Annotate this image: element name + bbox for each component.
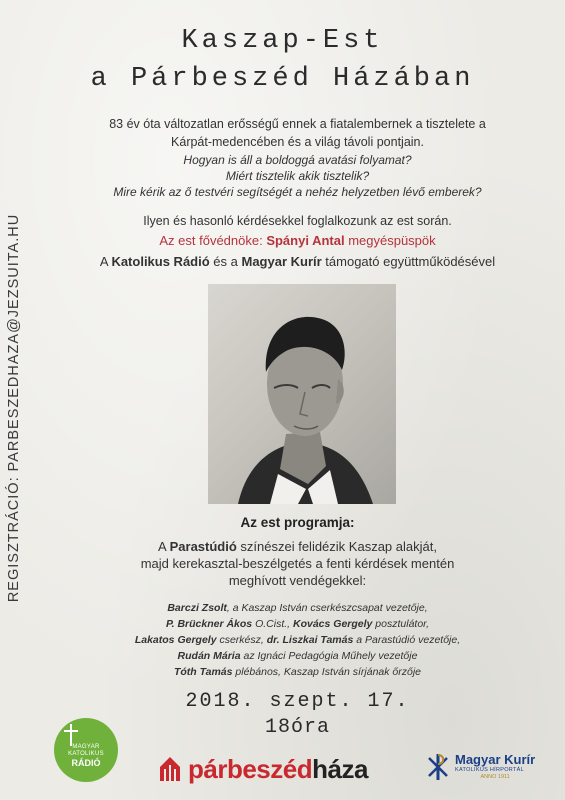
question-1: Hogyan is áll a boldoggá avatási folyamat? [183, 153, 412, 167]
patron-prefix: Az est fővédnöke: [159, 233, 267, 248]
radio-logo-line-3: RÁDIÓ [71, 758, 101, 768]
guest-1-role: , a Kaszap István cserkészcsapat vezetője, [226, 602, 428, 614]
support-radio: Katolikus Rádió [111, 254, 210, 269]
guest-1 [30, 600, 565, 616]
guest-2-role: posztulátor, [372, 618, 430, 630]
program-description [30, 538, 565, 589]
questions-list [30, 152, 565, 200]
guest-4-name: Rudán Mária [177, 650, 241, 662]
program-line-3: meghívott vendégekkel: [228, 573, 367, 588]
program-parastudio: Parastúdió [169, 539, 237, 554]
patron-suffix: megyéspüspök [344, 233, 436, 248]
support-kurir: Magyar Kurír [241, 254, 322, 269]
event-date: 2018. szept. 17. [185, 690, 410, 713]
guest-3-name: Lakatos Gergely [134, 634, 217, 646]
guest-2-name: P. Brückner Ákos [165, 618, 253, 630]
support-and: és a [209, 254, 242, 269]
guest-5 [30, 664, 565, 680]
program-title: Az est programja: [240, 515, 355, 530]
kurir-anno: ANNO 1911 [480, 774, 510, 780]
magyar-kurir-logo[interactable] [425, 748, 543, 786]
parbeszed-haza-mark-icon [158, 755, 182, 783]
support-rest: támogató együttműködésével [321, 254, 496, 269]
intro-line-1: 83 év óta változatlan erősségű ennek a fiatalembernek a tisztelete a [109, 117, 486, 131]
event-time: 18óra [264, 716, 330, 739]
portrait-illustration [208, 284, 396, 504]
registration-email[interactable]: REGISZTRÁCIÓ: PARBESZEDHAZA@JEZSUITA.HU [6, 213, 22, 603]
patron-name: Spányi Antal [266, 233, 345, 248]
guest-3-mid: cserkész, [216, 634, 267, 646]
program-line-2: majd kerekasztal-beszélgetés a fenti kérdések mentén [140, 556, 455, 571]
discussion-note: Ilyen és hasonló kérdésekkel foglalkozunk az est során. [143, 214, 452, 228]
support-line [30, 254, 565, 269]
guest-4-role: az Ignáci Pedagógia Műhely vezetője [240, 650, 418, 662]
radio-logo-line-1: MAGYAR [72, 744, 100, 750]
parbeszed-logo-text: párbeszéd [188, 753, 313, 784]
support-a: A [99, 254, 112, 269]
poster-subtitle: a Párbeszéd Házában [90, 64, 475, 94]
poster-title: Kaszap-Est [181, 26, 384, 56]
kurir-text-block [455, 753, 535, 781]
radio-logo-line-2: KATOLIKUS [68, 751, 104, 757]
guest-5-role: plébános, Kaszap István sírjának őrzője [232, 666, 422, 678]
cross-icon [64, 724, 78, 746]
patron-line [30, 233, 565, 248]
program-a: A [158, 539, 170, 554]
guest-2-name2: Kovács Gergely [293, 618, 373, 630]
chi-rho-icon [425, 752, 451, 782]
guest-list [30, 600, 565, 680]
guest-3-role: a Parastúdió vezetője, [353, 634, 461, 646]
kurir-sub: KATOLIKUS HÍRPORTÁL [455, 767, 524, 773]
kurir-name: Magyar Kurír [455, 752, 536, 767]
katolikus-radio-logo[interactable] [54, 718, 118, 782]
intro-line-2: Kárpát-medencében és a világ távoli pontjain. [171, 135, 424, 149]
guest-2-mid: O.Cist., [252, 618, 293, 630]
guest-3-name2: dr. Liszkai Tamás [266, 634, 354, 646]
guest-2 [30, 616, 565, 632]
intro-text [30, 115, 565, 151]
question-2: Miért tisztelik akik tisztelik? [225, 169, 370, 183]
program-line-1 [30, 538, 565, 555]
program-b: színészei felidézik Kaszap alakját, [236, 539, 437, 554]
haza-logo-text: háza [312, 753, 368, 784]
guest-4 [30, 648, 565, 664]
guest-1-name: Barczi Zsolt [167, 602, 227, 614]
question-3: Mire kérik az ő testvéri segítségét a nehéz helyzetben lévő emberek? [113, 185, 482, 199]
guest-3 [30, 632, 565, 648]
portrait-photo [208, 284, 396, 504]
parbeszed-haza-logo[interactable] [158, 752, 368, 786]
guest-5-name: Tóth Tamás [173, 666, 233, 678]
